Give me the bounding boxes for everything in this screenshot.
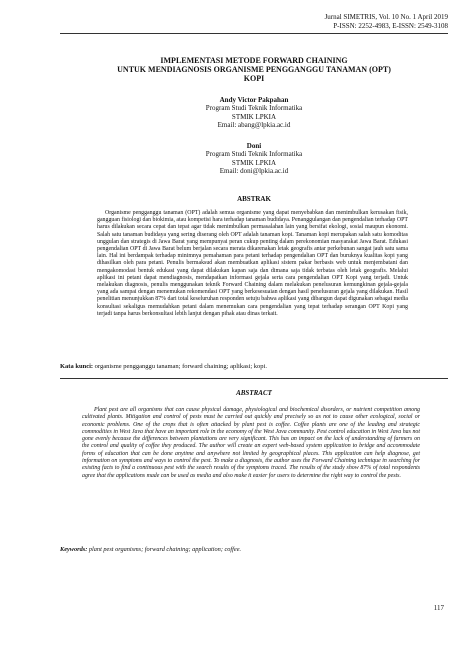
kata-kunci-label: Kata kunci: (60, 363, 94, 370)
page-number: 117 (433, 604, 444, 612)
author-block-2 (60, 142, 448, 176)
author-institution: STMIK LPKIA (231, 112, 277, 121)
journal-info: Jurnal SIMETRIS, Vol. 10 No. 1 April 2019 (324, 13, 448, 21)
abstract-heading: ABSTRACT (236, 389, 272, 397)
title-line-2: UNTUK MENDIAGNOSIS ORGANISME PENGGANGGU TANAMAN (OPT) (117, 65, 391, 74)
author-institution: STMIK LPKIA (231, 158, 277, 167)
abstrak-body: Organisme pengganggu tanaman (OPT) adalah semua organisme yang dapat menyebabkan dan menimbulkan kerusakan fisik, gangguan fisiologi dan biokimia, atau kompetisi hara terhadap tanaman budidaya. Penanggulangan dan pengendalian terhadap OPT harus dilakukan secara cepat dan tepat agar tidak menimbulkan permasalahan lain yang bersifat ekologi, sosial maupun ekonomi. Salah satu tanaman budidaya yang sering diserang oleh OPT adalah tanaman kopi. Tanaman kopi merupakan salah satu komoditas unggulan dan strategis di Jawa Barat yang mempunyai peran cukup penting dalam perekonomian masyarakat Jawa Barat. Edukasi pengendalian OPT di Jawa Barat belum berjalan secara merata dikarenakan letak geografis antar perkebunan sangat jauh satu sama lain. Hal ini berdampak terhadap minimnya pemahaman para petani terhadap pengendalian OPT dan buruknya kualitas kopi yang dihasilkan oleh para petani. Penulis bermaksud akan membuatkan aplikasi sistem pakar berbasis web untuk menjembatani dan mengakomodasi bentuk edukasi yang dapat dilakukan kapan saja dan dimana saja tidak terbatas oleh letak geografis. Melalui aplikasi ini petani dapat mendiagnosis, mendapatkan informasi gejala serta cara pengendalian OPT Kopi yang terjadi. Untuk melakukan diagnosis, penulis menggunakan teknik Forward Chaining dalam melakukan penelusuran kemungkinan gejala-gejala yang ada sampai dengan menemukan rekomendasi OPT yang berkesesuaian dengan hasil penelusuran gejala yang dilakukan. Hasil penelitian menunjukkan 87% dari total keseluruhan responden setuju bahwa aplikasi yang dibangun dapat digunakan sebagai media konsultasi sekaligus memudahkan petani dalam menemukan cara pengendalian yang tepat terhadap serangan OPT Kopi yang terjadi tanpa harus berkonsultasi lebih lanjut dengan pihak atau dinas terkait. (97, 210, 408, 317)
author-dept: Program Studi Teknik Informatika (205, 104, 303, 113)
keywords-label: Keywords: (60, 546, 88, 553)
kata-kunci (60, 363, 448, 370)
author-dept: Program Studi Teknik Informatika (205, 150, 303, 159)
title-line-3: KOPI (243, 74, 265, 83)
author-email: Email: doni@lpkia.ac.id (219, 167, 289, 176)
journal-header (325, 13, 448, 30)
author-name: Andy Victor Pakpahan (219, 96, 289, 104)
abstrak-heading: ABSTRAK (237, 195, 271, 203)
kata-kunci-text: organisme pengganggu tanaman; forward chaining; aplikasi; kopi. (94, 363, 267, 370)
author-email: Email: abang@lpkia.ac.id (217, 121, 291, 130)
header-rule (60, 33, 448, 34)
author-name: Doni (246, 142, 262, 150)
section-rule (60, 378, 448, 379)
abstract-body: Plant pest are all organisms that can cause physical damage, physiological and biochemical disorders, or nutrient competition among cultivated plants. Mitigation and control of pests must be carried out quickly and precisely so as not to cause other ecological, social or economic problems. One of the crops that is often attacked by plant pest is coffee. Coffee plants are one of the leading and strategic commodities in West Java that have an important role in the economy of the West Java community. Pest control education in West Java has not gone evenly because the differences between plantations are very significant. This has an impact on the lack of understanding of farmers on the control and quality of coffee they produced. The author will create an expert web-based system application to bridge and accommodate forms of education that can be done anytime and anywhere not limited by geographical places. This application can help diagnose, get information on symptoms and ways to control the pest. To make a diagnosis, the author uses the Forward Chaining technique in searching for existing facts to find a continuous pest with the search results of the symptoms traced. The results of the study show 87% of total respondents agree that the applications made can be used as media and also make it easier for users to determine the right way to control the pests. (82, 407, 420, 479)
author-block-1 (60, 96, 448, 130)
journal-issn: P-ISSN: 2252-4983, E-ISSN: 2549-3108 (333, 21, 448, 30)
title-line-1: IMPLEMENTASI METODE FORWARD CHAINING (160, 56, 348, 65)
keywords-text: plant pest organisms; forward chaining; application; coffee. (88, 546, 242, 553)
paper-title (60, 56, 448, 83)
keywords (60, 546, 448, 553)
